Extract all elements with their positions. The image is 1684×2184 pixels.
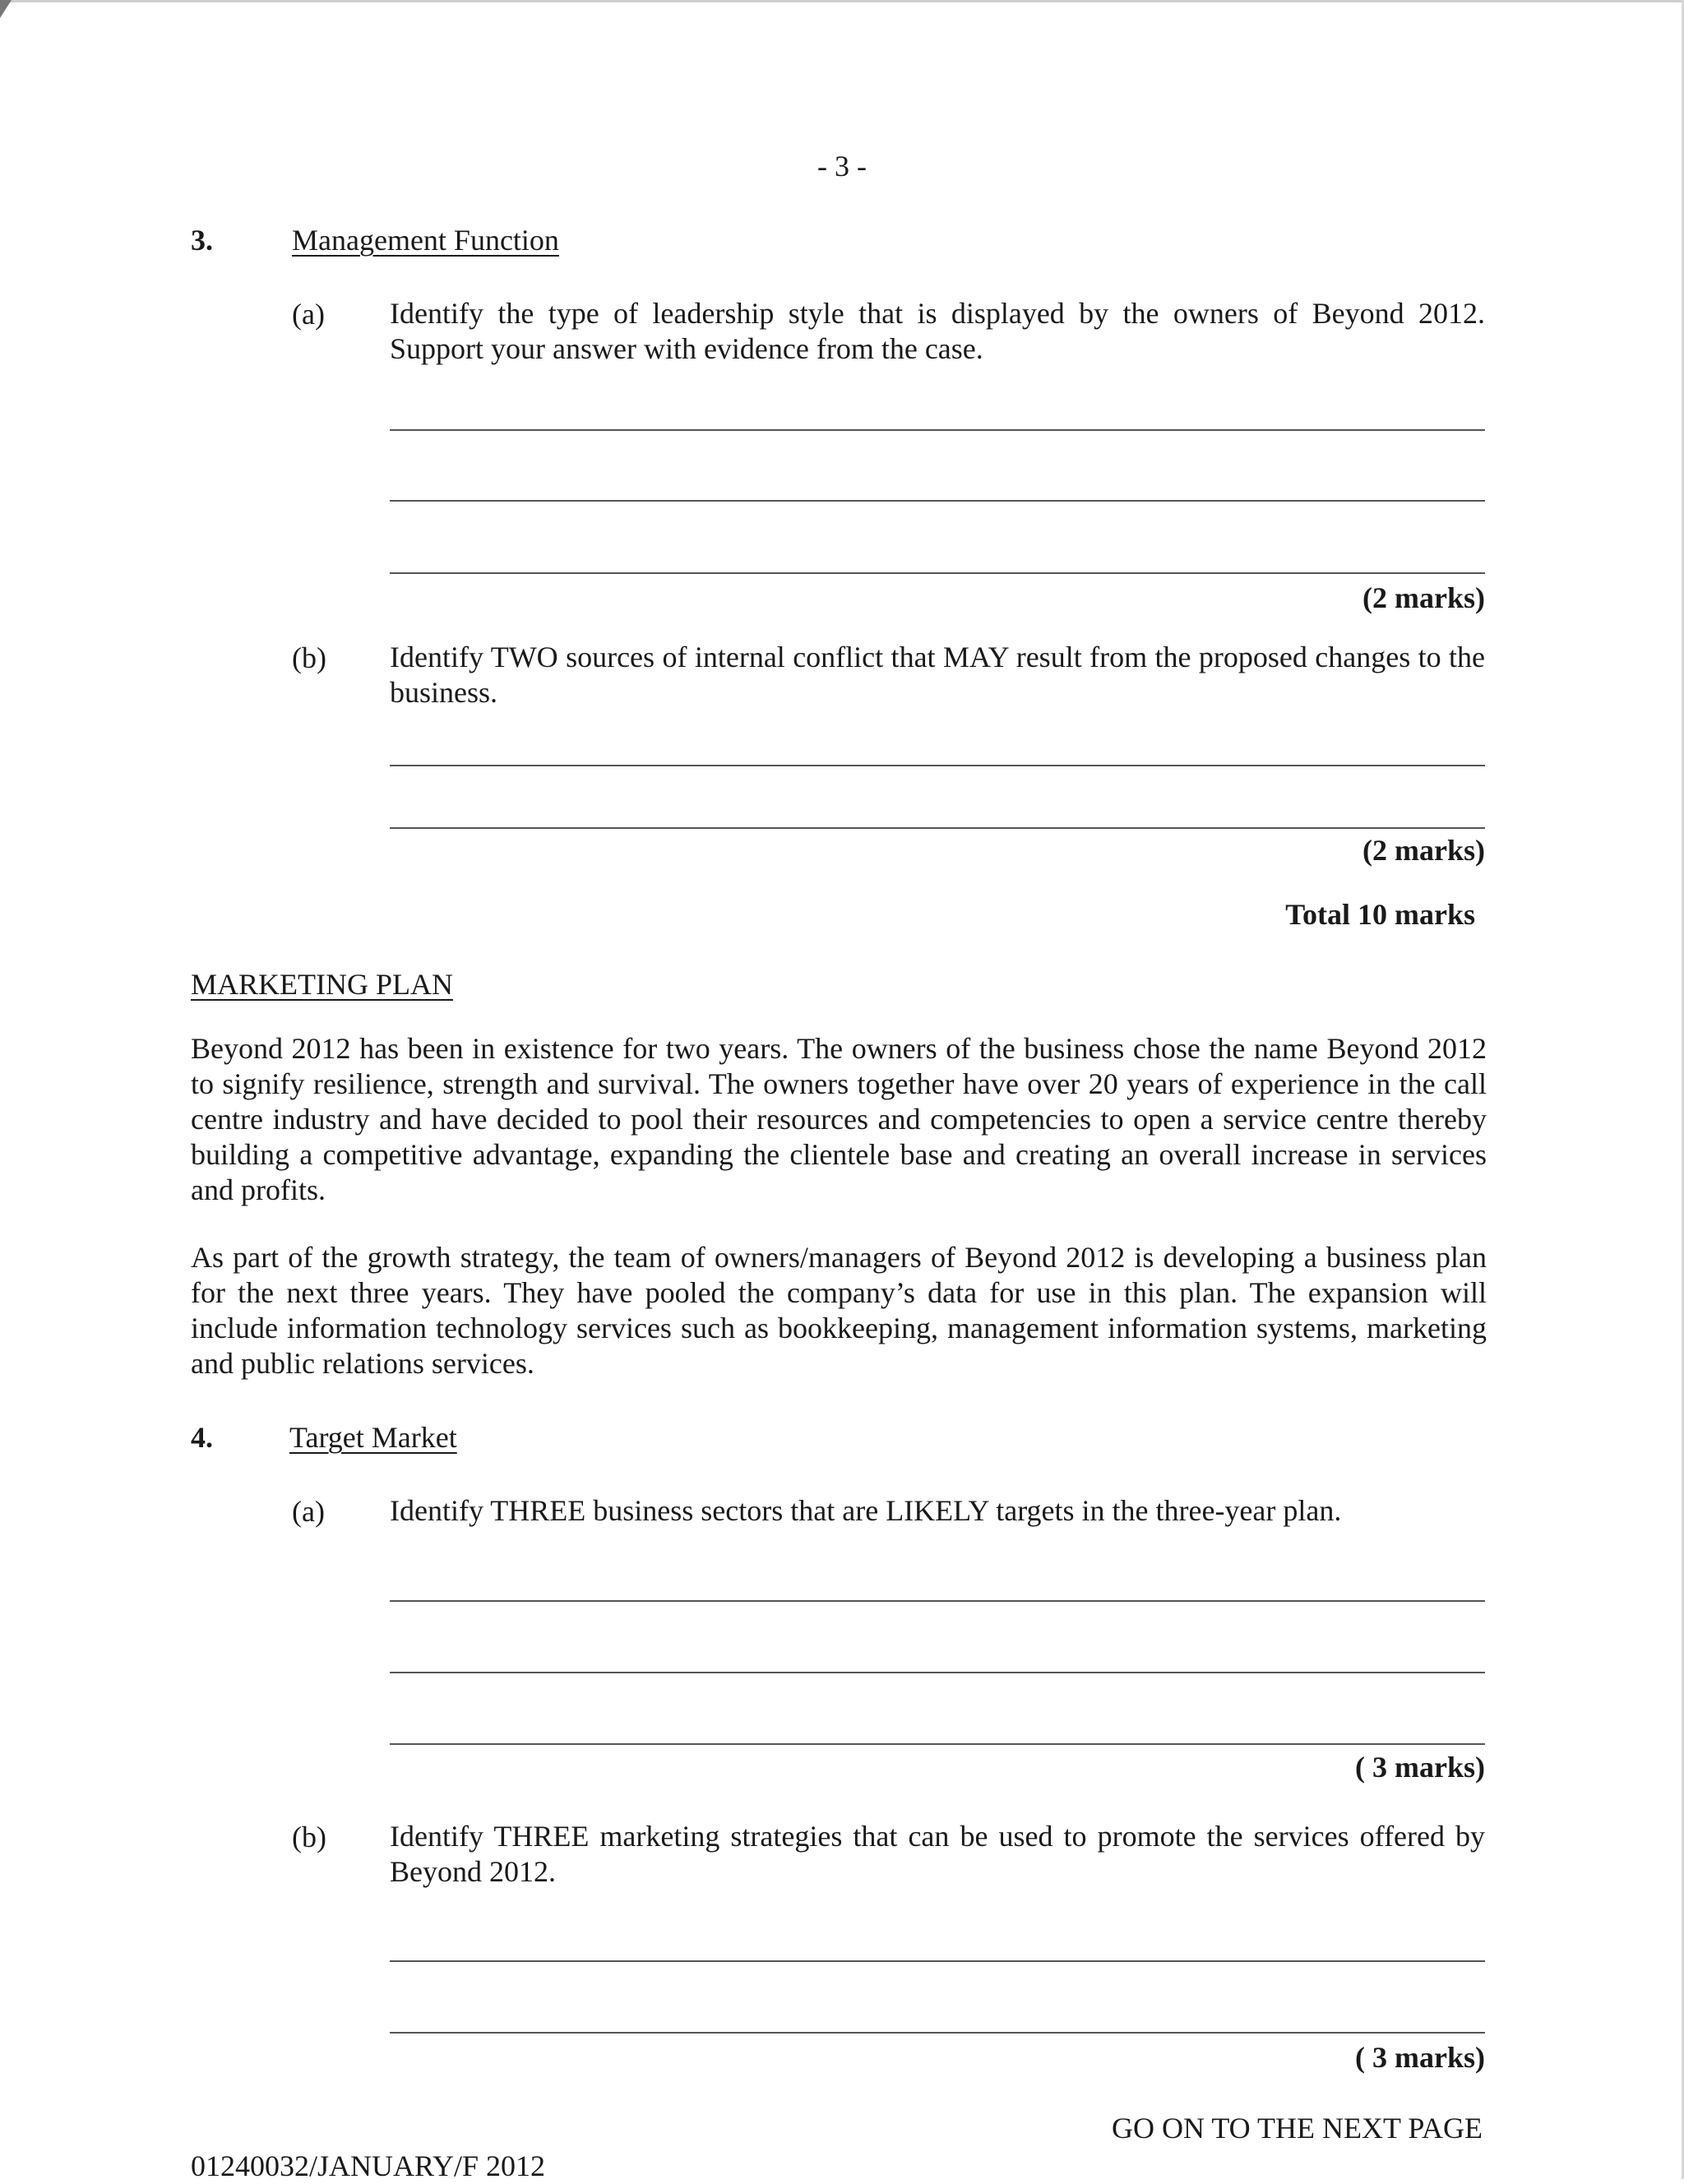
page-number: - 3 - xyxy=(817,150,867,183)
q4b-label: (b) xyxy=(292,1821,326,1853)
q3a-text: Identify the type of leadership style that is displayed by the owners of Beyond 2012. Support your answer with evidence from the case. xyxy=(390,297,1485,365)
answer-line xyxy=(390,572,1485,574)
next-page-note: GO ON TO THE NEXT PAGE xyxy=(1112,2112,1483,2145)
answer-line xyxy=(390,1600,1485,1602)
scan-corner-mark xyxy=(0,0,12,18)
answer-line xyxy=(390,1960,1485,1962)
q3b-text: Identify TWO sources of internal conflict that MAY result from the proposed changes to the business. xyxy=(390,641,1485,709)
answer-line xyxy=(390,1672,1485,1673)
answer-line xyxy=(390,2032,1485,2034)
paper-code: 01240032/JANUARY/F 2012 xyxy=(191,2149,546,2182)
q3a-label: (a) xyxy=(292,298,325,331)
q3b-marks: (2 marks) xyxy=(1362,834,1485,867)
q4a-text: Identify THREE business sectors that are LIKELY targets in the three-year plan. xyxy=(390,1494,1342,1527)
q3-total-marks: Total 10 marks xyxy=(1285,898,1475,931)
answer-line xyxy=(390,1743,1485,1745)
answer-line xyxy=(390,500,1485,502)
q4b-text: Identify THREE marketing strategies that can be used to promote the services offered by Beyond 2012. xyxy=(390,1820,1485,1888)
q3a-marks: (2 marks) xyxy=(1362,581,1485,614)
page-top-edge xyxy=(0,0,1684,2)
q3-number: 3. xyxy=(191,224,213,257)
q4b-marks: ( 3 marks) xyxy=(1355,2041,1485,2074)
answer-line xyxy=(390,429,1485,431)
marketing-plan-paragraph-2: As part of the growth strategy, the team of owners/managers of Beyond 2012 is developing a business plan for the next three years. They have pooled the company’s data for use in this plan. The expansion will include information technology services such as bookkeeping, management information systems, marketing and public relations services. xyxy=(191,1241,1487,1380)
answer-line xyxy=(390,765,1485,766)
q3b-label: (b) xyxy=(292,641,326,674)
q4a-marks: ( 3 marks) xyxy=(1355,1751,1485,1784)
marketing-plan-paragraph-1: Beyond 2012 has been in existence for two years. The owners of the business chose the name Beyond 2012 to signify resilience, strength and survival. The owners together have over 20 years of experience in the call centre industry and have decided to pool their resources and competencies to open a service centre thereby building a competitive advantage, expanding the clientele base and creating an overall increase in services and profits. xyxy=(191,1032,1487,1206)
q4a-label: (a) xyxy=(292,1495,325,1528)
answer-line xyxy=(390,827,1485,829)
marketing-plan-heading: MARKETING PLAN xyxy=(191,968,453,1001)
q3-title: Management Function xyxy=(292,224,559,257)
q4-title: Target Market xyxy=(289,1421,457,1454)
q4-number: 4. xyxy=(191,1421,213,1454)
